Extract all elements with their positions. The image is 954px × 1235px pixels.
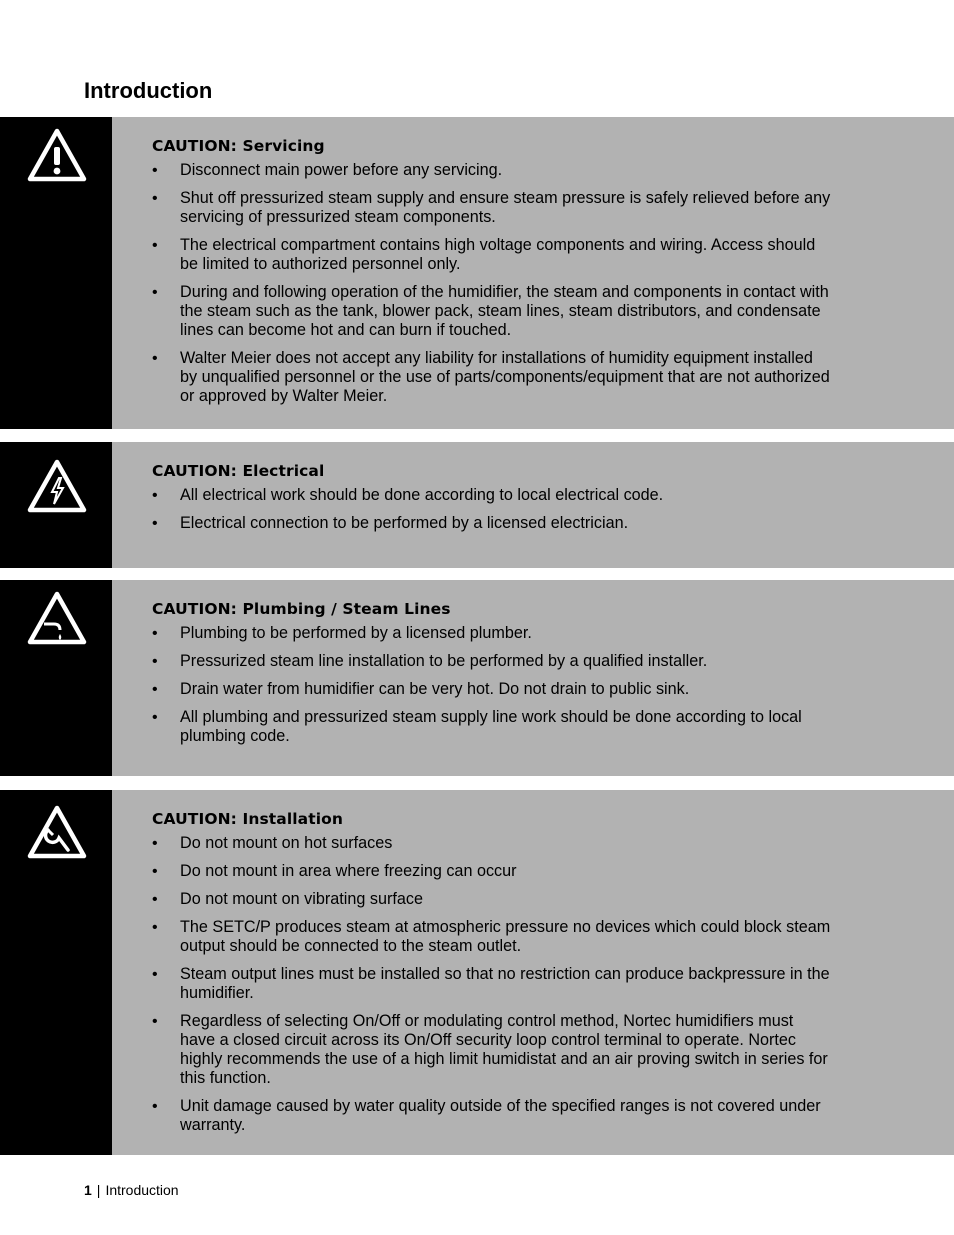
caution-icon-bar bbox=[0, 442, 112, 568]
caution-installation bbox=[0, 790, 954, 1155]
wrench-warning-icon bbox=[26, 804, 88, 860]
exclamation-warning-icon bbox=[26, 127, 88, 183]
list-item: • All plumbing and pressurized steam supply line work should be done according to local plumbing code. bbox=[152, 708, 832, 746]
list-item: • Drain water from humidifier can be very hot. Do not drain to public sink. bbox=[152, 680, 832, 699]
list-item: • Do not mount on hot surfaces bbox=[152, 834, 832, 853]
list-item: • Walter Meier does not accept any liability for installations of humidity equipment installed by unqualified personnel or the use of parts/components/equipment that are not authorized or approved by Walter Meier. bbox=[152, 349, 832, 406]
list-item: • The SETC/P produces steam at atmospheric pressure no devices which could block steam output should be connected to the steam outlet. bbox=[152, 918, 832, 956]
caution-list bbox=[152, 486, 832, 533]
caution-panel bbox=[112, 580, 954, 776]
caution-panel bbox=[112, 442, 954, 568]
footer-separator: | bbox=[96, 1182, 101, 1198]
caution-list bbox=[152, 624, 832, 746]
caution-plumbing bbox=[0, 580, 954, 776]
page-title: Introduction bbox=[84, 78, 213, 103]
caution-icon-bar bbox=[0, 117, 112, 429]
list-item: • Do not mount on vibrating surface bbox=[152, 890, 832, 909]
page-footer bbox=[84, 1182, 179, 1198]
caution-servicing bbox=[0, 117, 954, 429]
list-item: • Pressurized steam line installation to be performed by a qualified installer. bbox=[152, 652, 832, 671]
list-item: • Unit damage caused by water quality outside of the specified ranges is not covered under warranty. bbox=[152, 1097, 832, 1135]
list-item: • All electrical work should be done according to local electrical code. bbox=[152, 486, 832, 505]
list-item: • During and following operation of the humidifier, the steam and components in contact with the steam such as the tank, blower pack, steam lines, steam distributors, and condensate lines can become hot and can burn if touched. bbox=[152, 283, 832, 340]
list-item: • The electrical compartment contains high voltage components and wiring. Access should be limited to authorized personnel only. bbox=[152, 236, 832, 274]
caution-heading: CAUTION: Installation bbox=[152, 810, 344, 828]
footer-section: Introduction bbox=[105, 1182, 179, 1198]
caution-panel bbox=[112, 117, 954, 429]
electrical-warning-icon bbox=[26, 458, 88, 514]
caution-electrical bbox=[0, 442, 954, 568]
caution-icon-bar bbox=[0, 580, 112, 776]
caution-heading: CAUTION: Servicing bbox=[152, 137, 325, 155]
list-item: • Shut off pressurized steam supply and ensure steam pressure is safely relieved before any servicing of pressurized steam components. bbox=[152, 189, 832, 227]
list-item: • Steam output lines must be installed so that no restriction can produce backpressure in the humidifier. bbox=[152, 965, 832, 1003]
caution-heading: CAUTION: Electrical bbox=[152, 462, 325, 480]
caution-panel bbox=[112, 790, 954, 1155]
plumbing-warning-icon bbox=[26, 590, 88, 646]
list-item: • Plumbing to be performed by a licensed plumber. bbox=[152, 624, 832, 643]
caution-list bbox=[152, 161, 832, 406]
caution-icon-bar bbox=[0, 790, 112, 1155]
caution-heading: CAUTION: Plumbing / Steam Lines bbox=[152, 600, 451, 618]
list-item: • Disconnect main power before any servicing. bbox=[152, 161, 832, 180]
caution-list bbox=[152, 834, 832, 1135]
page-number: 1 bbox=[84, 1182, 92, 1198]
list-item: • Electrical connection to be performed by a licensed electrician. bbox=[152, 514, 832, 533]
list-item: • Do not mount in area where freezing can occur bbox=[152, 862, 832, 881]
list-item: • Regardless of selecting On/Off or modulating control method, Nortec humidifiers must have a closed circuit across its On/Off security loop control terminal to operate. Nortec highly recommends the use of a high limit humidistat and an air proving switch in series for this function. bbox=[152, 1012, 832, 1088]
